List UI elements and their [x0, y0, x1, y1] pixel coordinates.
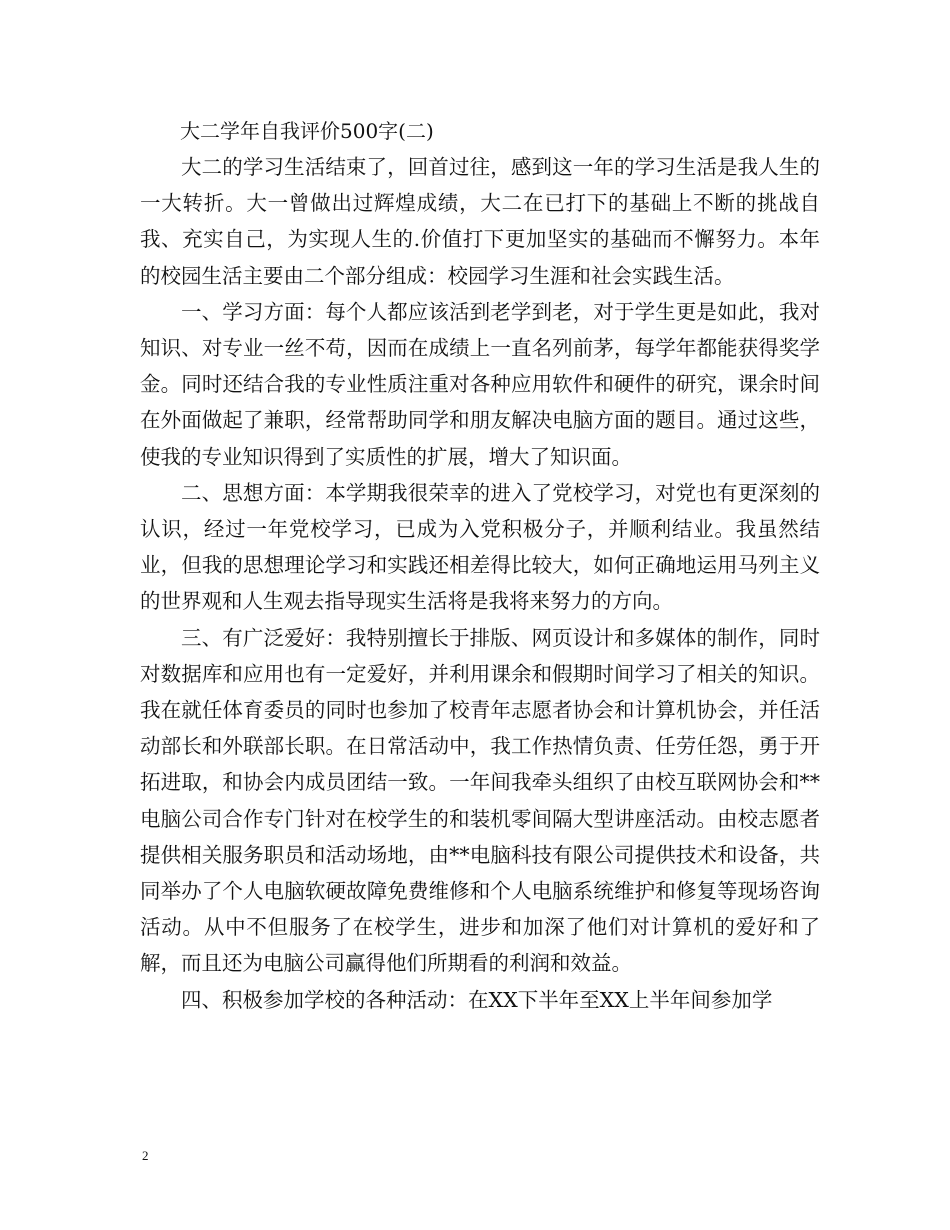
page-number: 2 [142, 1148, 149, 1163]
paragraph-study: 一、学习方面：每个人都应该活到老学到老，对于学生更是如此，我对知识、对专业一丝不苟，因而在成绩上一直名列前茅，每学年都能获得奖学金。同时还结合我的专业性质注重对各种应用软件和硬件的研究，课余时间在外面做起了兼职，经常帮助同学和朋友解决电脑方面的题目。通过这些，使我的专业知识得到了实质性的扩展，增大了知识面。 [140, 299, 820, 469]
paragraph-thought: 二、思想方面：本学期我很荣幸的进入了党校学习，对党也有更深刻的认识，经过一年党校学习，已成为入党积极分子，并顺利结业。我虽然结业，但我的思想理论学习和实践还相差得比较大，如何正确地运用马列主义的世界观和人生观去指导现实生活将是我将来努力的方向。 [140, 480, 820, 614]
paragraph-hobbies: 三、有广泛爱好：我特别擅长于排版、网页设计和多媒体的制作，同时对数据库和应用也有一定爱好，并利用课余和假期时间学习了相关的知识。我在就任体育委员的同时也参加了校青年志愿者协会和计算机协会，并任活动部长和外联部长职。在日常活动中，我工作热情负责、任劳任怨，勇于开拓进取，和协会内成员团结一致。一年间我牵头组织了由校互联网协会和**电脑公司合作专门针对在校学生的和装机零间隔大型讲座活动。由校志愿者提供相关服务职员和活动场地，由**电脑科技有限公司提供技术和设备，共同举办了个人电脑软硬故障免费维修和个人电脑系统维护和修复等现场咨询活动。从中不但服务了在校学生，进步和加深了他们对计算机的爱好和了解，而且还为电脑公司赢得他们所期看的利润和效益。 [140, 625, 820, 976]
document-body [140, 113, 820, 1018]
paragraph-intro: 大二的学习生活结束了，回首过往，感到这一年的学习生活是我人生的一大转折。大一曾做出过辉煌成绩，大二在已打下的基础上不断的挑战自我、充实自己，为实现人生的.价值打下更加坚实的基础而不懈努力。本年的校园生活主要由二个部分组成：校园学习生涯和社会实践生活。 [140, 155, 820, 288]
document-title: 大二学年自我评价500字(二) [180, 119, 434, 143]
paragraph-activities: 四、积极参加学校的各种活动：在XX下半年至XX上半年间参加学 [181, 987, 773, 1012]
